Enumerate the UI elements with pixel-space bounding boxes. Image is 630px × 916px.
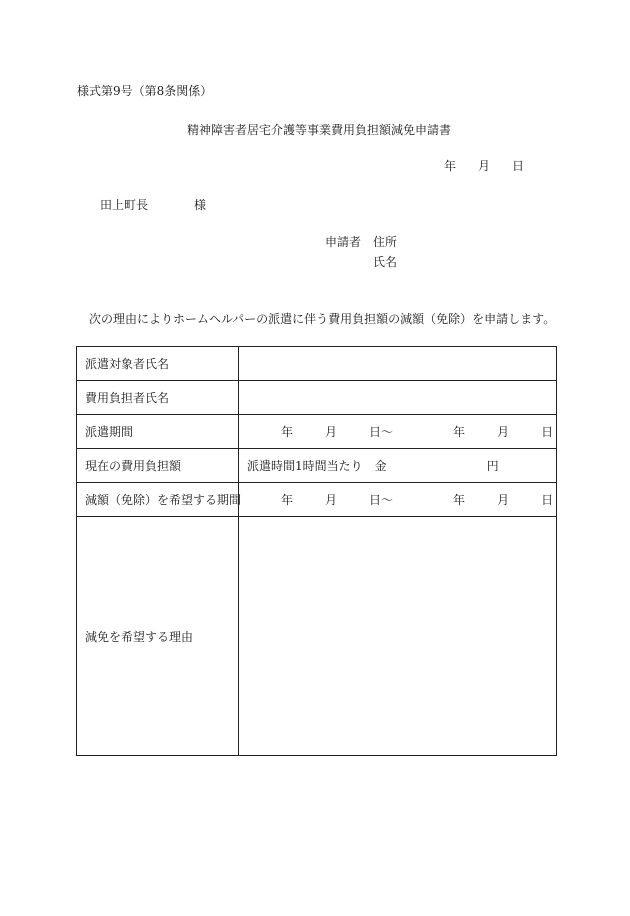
row-label-current-fee: 現在の費用負担額	[77, 449, 239, 483]
period-day-end: 日	[541, 425, 554, 439]
period-year: 年	[281, 425, 294, 439]
row-label-payer-name: 費用負担者氏名	[77, 381, 239, 415]
period-day-tilde: 日～	[369, 493, 394, 507]
current-fee-field[interactable]	[239, 449, 557, 483]
application-table	[76, 346, 557, 756]
applicant-address-label: 住所	[373, 235, 398, 249]
table-row	[77, 415, 557, 449]
date-month-label: 月	[478, 159, 491, 173]
date-day-label: 日	[512, 159, 525, 173]
addressee-honorific: 様	[194, 198, 207, 212]
addressee-name: 田上町長	[100, 198, 149, 212]
fee-prefix: 派遣時間1時間当たり 金	[247, 459, 387, 473]
period-day-tilde: 日～	[369, 425, 394, 439]
application-date	[444, 160, 524, 172]
period-year-end: 年	[453, 425, 466, 439]
reduction-period-field[interactable]	[239, 483, 557, 517]
document-title: 精神障害者居宅介護等事業費用負担額減免申請書	[186, 123, 451, 137]
intro-text: 次の理由によりホームヘルパーの派遣に伴う費用負担額の減額（免除）を申請します。	[89, 312, 556, 326]
period-year-end: 年	[453, 493, 466, 507]
table-row	[77, 449, 557, 483]
date-year-label: 年	[444, 159, 457, 173]
table-row	[77, 483, 557, 517]
period-day-end: 日	[541, 493, 554, 507]
table-row	[77, 347, 557, 381]
period-month-end: 月	[497, 425, 510, 439]
period-month-end: 月	[497, 493, 510, 507]
reason-field[interactable]	[239, 517, 557, 756]
payer-name-field[interactable]	[239, 381, 557, 415]
fee-yen: 円	[486, 459, 499, 473]
dispatch-period-field[interactable]	[239, 415, 557, 449]
period-year: 年	[281, 493, 294, 507]
row-label-reason: 減免を希望する理由	[77, 517, 239, 756]
period-month: 月	[325, 493, 338, 507]
row-label-recipient-name: 派遣対象者氏名	[77, 347, 239, 381]
applicant-name-label: 氏名	[373, 255, 398, 269]
applicant-label: 申請者	[325, 235, 362, 249]
row-label-reduction-period: 減額（免除）を希望する期間	[77, 483, 239, 517]
row-label-dispatch-period: 派遣期間	[77, 415, 239, 449]
recipient-name-field[interactable]	[239, 347, 557, 381]
period-month: 月	[325, 425, 338, 439]
table-row	[77, 517, 557, 756]
addressee	[100, 199, 206, 211]
table-row	[77, 381, 557, 415]
form-number: 様式第9号（第8条関係）	[77, 84, 213, 98]
